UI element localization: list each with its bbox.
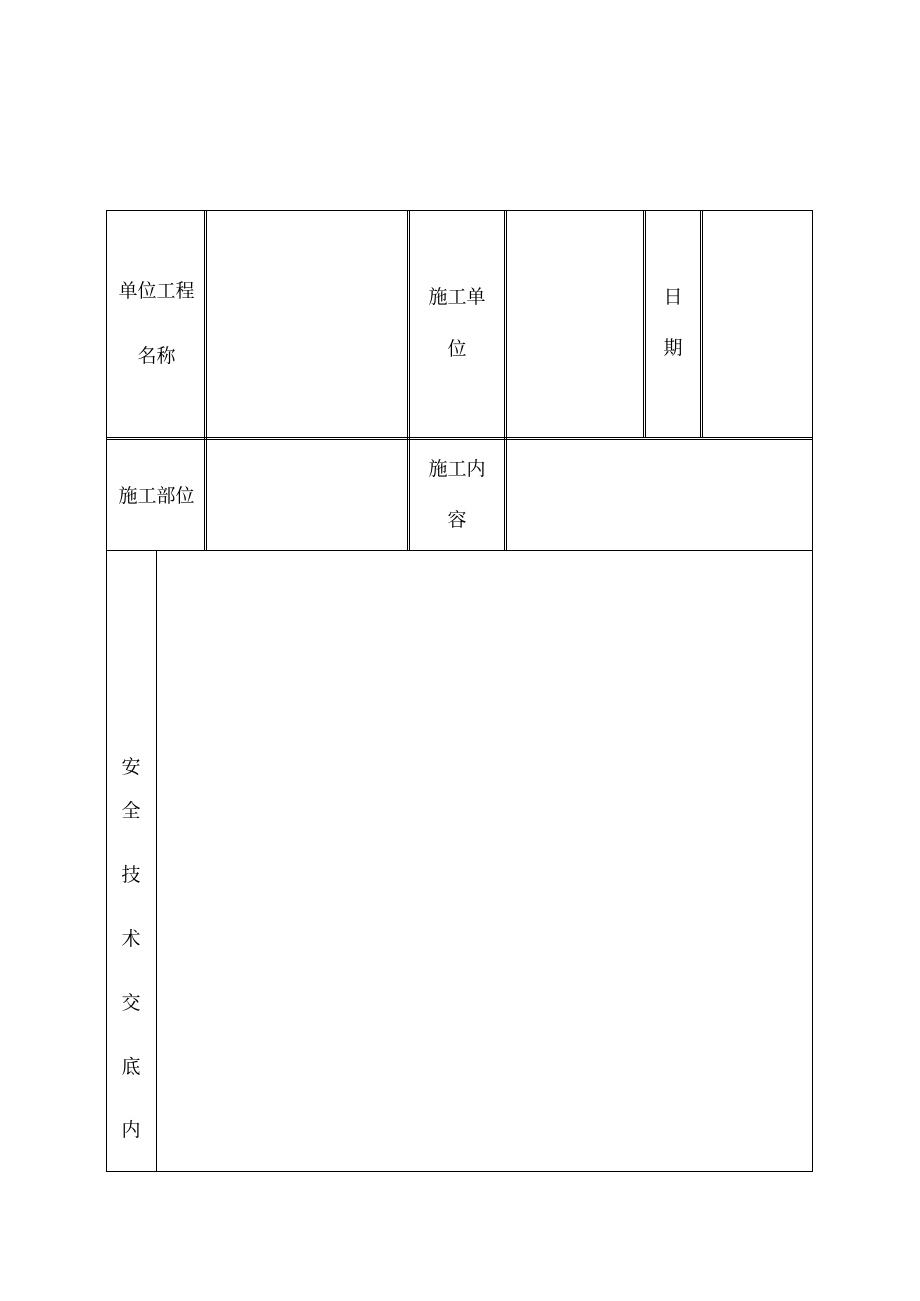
project-name-value-cell[interactable] <box>207 210 407 438</box>
row1-col4-line <box>643 210 644 438</box>
project-name-label-cell <box>106 210 205 438</box>
content-value-cell[interactable] <box>507 440 812 550</box>
content-label-line1: 施工内 <box>428 458 486 480</box>
date-label <box>663 288 682 358</box>
disclosure-char-4: 术 <box>121 928 141 950</box>
content-label <box>428 460 485 530</box>
content-label-cell <box>410 440 504 550</box>
disclosure-char-1: 安 <box>121 756 141 778</box>
safety-disclosure-form <box>106 210 813 1172</box>
project-name-label <box>118 282 194 366</box>
location-label: 施工部位 <box>118 484 195 507</box>
contractor-label-line2: 位 <box>447 337 467 360</box>
row1-col3-line <box>504 210 505 550</box>
date-label-line2: 期 <box>663 337 683 359</box>
location-label-cell <box>106 440 205 550</box>
date-label-cell <box>646 210 700 438</box>
disclosure-char-3: 技 <box>121 864 141 886</box>
project-name-label-line1: 单位工程 <box>118 280 195 302</box>
row1-col2-line <box>407 210 408 550</box>
contractor-value-cell[interactable] <box>507 210 643 438</box>
project-name-label-line2: 名称 <box>137 345 176 367</box>
content-label-line2: 容 <box>447 509 467 531</box>
date-label-line1: 日 <box>663 286 683 308</box>
disclosure-char-7: 内 <box>121 1119 141 1141</box>
contractor-label <box>428 285 486 360</box>
disclosure-char-2: 全 <box>121 800 141 822</box>
contractor-label-cell <box>410 210 504 438</box>
row1-col5-line <box>700 210 701 438</box>
location-value-cell[interactable] <box>207 440 407 550</box>
border-right <box>812 210 813 1172</box>
disclosure-label <box>106 550 156 1172</box>
disclosure-content-area[interactable] <box>157 551 812 1171</box>
disclosure-char-5: 交 <box>121 992 141 1014</box>
disclosure-char-6: 底 <box>121 1056 141 1078</box>
contractor-label-line1: 施工单 <box>428 285 486 308</box>
date-value-cell[interactable] <box>703 210 812 438</box>
border-bottom <box>106 1171 813 1172</box>
